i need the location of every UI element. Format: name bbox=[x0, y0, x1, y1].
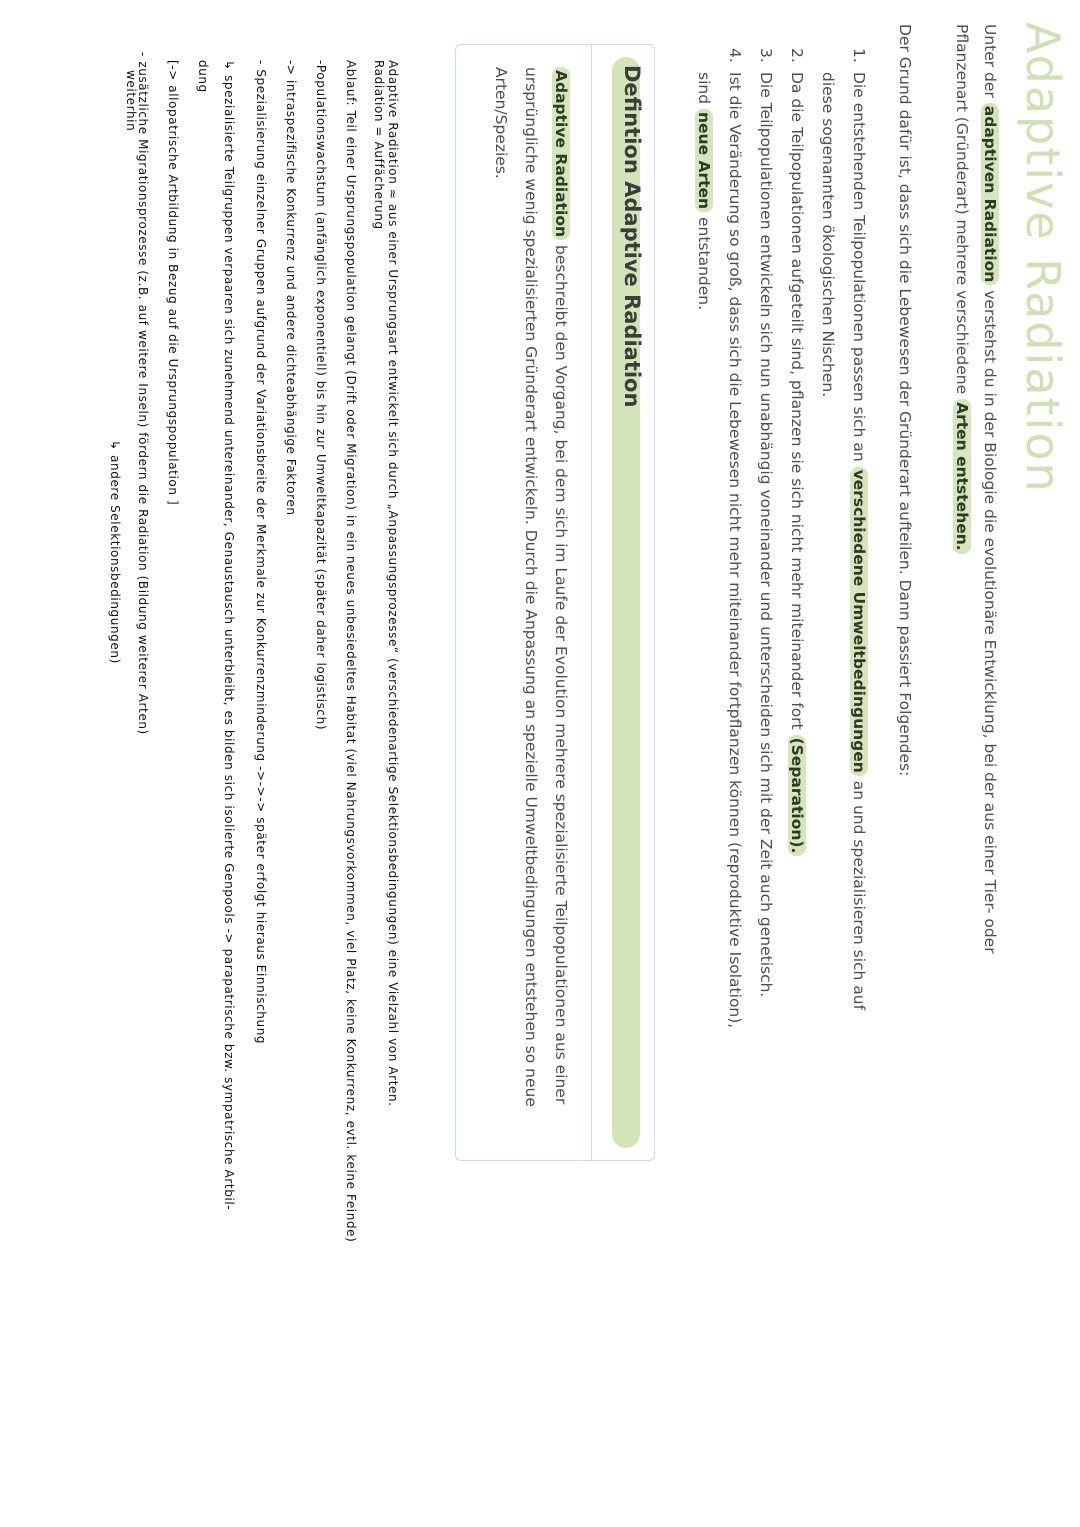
step-text-pre: Die entstehenden Teilpopulationen passen sich an bbox=[850, 72, 868, 467]
step-number: 4. bbox=[726, 48, 744, 63]
highlight-adaptive-radiation: adaptiven Radiation bbox=[981, 103, 999, 286]
note-line: -Populationswachstum (anfänglich exponentiell) bis hin zur Umweltkapazität (später daher logistisch) bbox=[314, 60, 328, 731]
note-line: Ablauf: Teil einer Ursprungspopulation gelangt (Drift oder Migration) in ein neues unbesiedeltes Habitat (viel Nahrungsvorkommen, viel Platz, keine Konkurrenz, evtl. keine Feinde) bbox=[344, 60, 358, 1243]
note-line: dung bbox=[196, 60, 210, 93]
note-line: - Spezialisierung einzelner Gruppen aufgrund der Variationsbreite der Merkmale zur Konkurrenzminderung ->->-> später erfolgt hieraus Einnischung bbox=[254, 60, 268, 1045]
highlight-neue-arten: neue Arten bbox=[695, 109, 713, 212]
note-line: weiterhin bbox=[124, 70, 138, 132]
intro-text-mid: verstehst du in der Biologie die evolutionäre Entwicklung, bei der aus einer Tier- oder Pflanzenart (Gründerart) mehrere verschiedene bbox=[953, 24, 999, 954]
list-item bbox=[688, 48, 750, 1048]
list-item bbox=[812, 48, 874, 1048]
highlight-definition-term: Adaptive Radiation bbox=[552, 67, 570, 240]
steps-list bbox=[688, 48, 874, 1048]
intro-text-pre: Unter der bbox=[981, 24, 999, 103]
definition-box bbox=[455, 44, 655, 1161]
definition-body bbox=[486, 67, 576, 1127]
note-line: -> intraspezifische Konkurrenz und andere dichteabhängige Faktoren bbox=[284, 60, 298, 516]
note-line: Radiation = Auffächerung bbox=[372, 60, 386, 230]
note-line: ↳ andere Selektionsbedingungen) bbox=[108, 440, 122, 664]
note-line: [-> allopatrische Artbildung in Bezug auf die Ursprungspopulation ] bbox=[166, 60, 180, 506]
definition-title: Defintion Adaptive Radiation bbox=[620, 65, 644, 408]
note-line: - zusätzliche Migrationsprozesse (z.B. auf weitere Inseln) fördern die Radiation (Bildung weiterer Arten) bbox=[136, 52, 150, 735]
list-item bbox=[781, 48, 812, 1048]
step-number: 2. bbox=[788, 48, 806, 63]
step-number: 1. bbox=[850, 48, 868, 63]
step-text-post: an und spezialisieren sich auf diese sogenannten ökologischen Nischen. bbox=[819, 72, 868, 1011]
step-text-pre: Da die Teilpopulationen aufgeteilt sind, pflanzen sie sich nicht mehr miteinander fort bbox=[788, 72, 806, 735]
highlight-arten-entstehen: Arten entstehen. bbox=[953, 399, 971, 554]
note-line: ↳ spezialisierte Teilgruppen verpaaren sich zunehmend untereinander, Genaustausch unterbleibt, es bilden sich isolierte Genpools -> parapatrische bzw. sympatrische Artbil- bbox=[222, 60, 236, 1211]
step-text-pre: Ist die Veränderung so groß, dass sich die Lebewesen nicht mehr miteinander fortpflanzen können (reproduktive Isolation), sind bbox=[695, 72, 744, 1029]
step-text-pre: Die Teilpopulationen entwickeln sich nun unabhängig voneinander und unterscheiden sich mit der Zeit auch genetisch. bbox=[757, 72, 775, 998]
reason-sentence: Der Grund dafür ist, dass sich die Lebewesen der Gründerart aufteilen. Dann passiert Folgendes: bbox=[896, 24, 914, 777]
step-text-post: entstanden. bbox=[695, 212, 713, 311]
definition-text: beschreibt den Vorgang, bei dem sich im Laufe der Evolution mehrere spezialisierte Teilpopulationen aus einer ursprüngliche wenig spezialisierten Gründerart entwickeln. Durch die Anpassung an spezielle Umweltbedingungen entstehen so neue Arten/Spezies. bbox=[492, 67, 570, 1107]
page-title: Adaptive Radiation bbox=[1016, 22, 1070, 494]
highlight-separation: (Separation). bbox=[788, 735, 806, 857]
highlight-verschiedene-umweltbedingungen: verschiedene Umweltbedingungen bbox=[850, 467, 868, 776]
step-number: 3. bbox=[757, 48, 775, 63]
note-line: Adaptive Radiation ≈ aus einer Ursprungsart entwickelt sich durch „Anpassungsprozesse“ (verschiedenartige Selektionsbedingungen) eine Vielzahl von Arten. bbox=[386, 60, 400, 1107]
intro-paragraph bbox=[948, 24, 1004, 1024]
list-item bbox=[750, 48, 781, 1048]
definition-header bbox=[591, 45, 654, 1160]
